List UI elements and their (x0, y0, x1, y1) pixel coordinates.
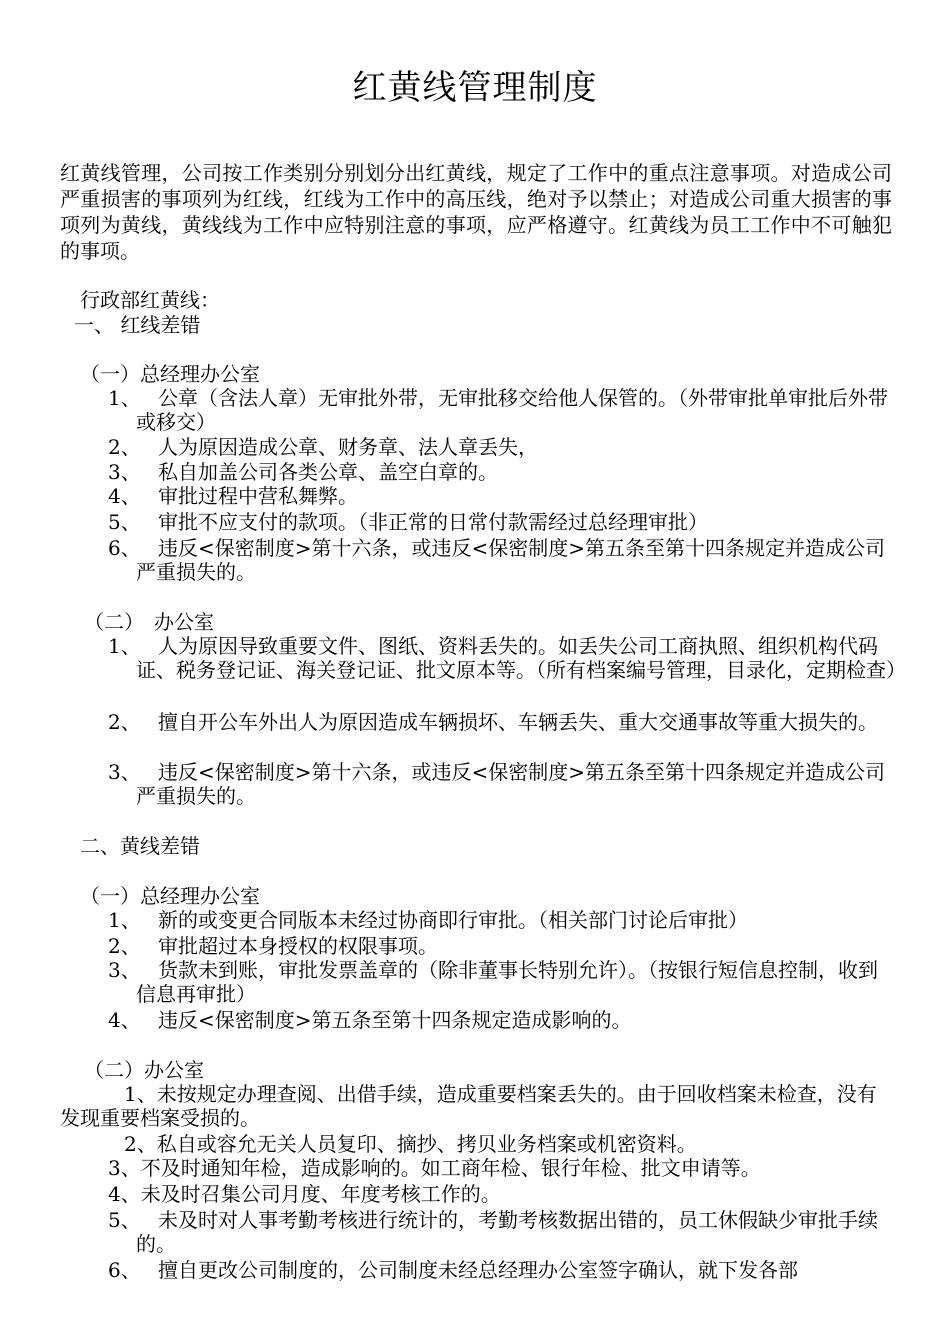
dept-heading: 行政部红黄线： (80, 288, 220, 312)
list-item-text: 公章（含法人章）无审批外带，无审批移交给他人保管的。（外带审批单审批后外带或移交） (136, 386, 888, 434)
list-item-text: 私自加盖公司各类公章、盖空白章的。 (158, 460, 498, 484)
list-item-text: 擅自开公车外出人为原因造成车辆损坏、车辆丢失、重大交通事故等重大损失的。 (158, 710, 878, 734)
list-item-text: 3、不及时通知年检，造成影响的。如工商年检、银行年检、批文申请等。 (108, 1156, 761, 1180)
yellow-s2-heading: （二）办公室 (84, 1058, 204, 1082)
list-item-number: 3、 (108, 460, 141, 484)
list-item-number: 1、 (108, 634, 141, 658)
list-item-text: 审批过程中营私舞弊。 (158, 484, 358, 508)
list-item-text: 2、私自或容允无关人员复印、摘抄、拷贝业务档案或机密资料。 (124, 1132, 697, 1156)
list-item-text: 未及时对人事考勤考核进行统计的，考勤考核数据出错的，员工休假缺少审批手续的。 (136, 1208, 878, 1256)
list-item-number: 2、 (108, 934, 141, 958)
list-item-number: 5、 (108, 1208, 141, 1232)
list-item-number: 3、 (108, 760, 141, 784)
red-line-heading: 一、 红线差错 (74, 313, 201, 337)
list-item-number: 6、 (108, 536, 141, 560)
list-item-number: 1、 (108, 386, 141, 410)
list-item-text: 新的或变更合同版本未经过协商即行审批。（相关部门讨论后审批） (158, 908, 748, 932)
list-item-text: 违反<保密制度>第五条至第十四条规定造成影响的。 (158, 1008, 632, 1032)
list-item-text: 货款未到账，审批发票盖章的（除非董事长特别允许）。（按银行短信息控制，收到信息再审批） (136, 958, 878, 1006)
list-item-text: 擅自更改公司制度的，公司制度未经总经理办公室签字确认，就下发各部 (158, 1258, 798, 1282)
document-title: 红黄线管理制度 (352, 68, 598, 108)
yellow-line-heading: 二、黄线差错 (80, 834, 200, 858)
list-item-text: 审批不应支付的款项。（非正常的日常付款需经过总经理审批） (158, 510, 708, 534)
list-item-text: 审批超过本身授权的权限事项。 (158, 934, 438, 958)
red-s2-heading: （二） 办公室 (84, 610, 214, 634)
red-s1-heading: （一）总经理办公室 (80, 362, 260, 386)
list-item-number: 3、 (108, 958, 141, 982)
list-item-text: 人为原因造成公章、财务章、法人章丢失， (158, 435, 538, 459)
list-item-number: 2、 (108, 435, 141, 459)
list-item-text: 违反<保密制度>第十六条，或违反<保密制度>第五条至第十四条规定并造成公司严重损失的。 (136, 760, 886, 808)
intro-paragraph: 红黄线管理，公司按工作类别分别划分出红黄线，规定了工作中的重点注意事项。对造成公司严重损害的事项列为红线，红线为工作中的高压线，绝对予以禁止；对造成公司重大损害的事项列为黄线，黄线线为工作中应特别注意的事项，应严格遵守。红黄线为员工工作中不可触犯的事项。 (60, 161, 892, 263)
list-item-text: 1、未按规定办理查阅、出借手续，造成重要档案丢失的。由于回收档案未检查，没有发现重要档案受损的。 (60, 1082, 877, 1130)
list-item-text: 4、未及时召集公司月度、年度考核工作的。 (108, 1182, 501, 1206)
list-item-text: 人为原因导致重要文件、图纸、资料丢失的。如丢失公司工商执照、组织机构代码证、税务登记证、海关登记证、批文原本等。（所有档案编号管理，目录化，定期检查） (136, 634, 906, 682)
list-item-number: 4、 (108, 1008, 141, 1032)
list-item-text: 违反<保密制度>第十六条，或违反<保密制度>第五条至第十四条规定并造成公司严重损失的。 (136, 536, 886, 584)
list-item-number: 5、 (108, 510, 141, 534)
list-item-number: 6、 (108, 1258, 141, 1282)
list-item-number: 4、 (108, 484, 141, 508)
list-item-number: 1、 (108, 908, 141, 932)
list-item-number: 2、 (108, 710, 141, 734)
yellow-s1-heading: （一）总经理办公室 (80, 884, 260, 908)
